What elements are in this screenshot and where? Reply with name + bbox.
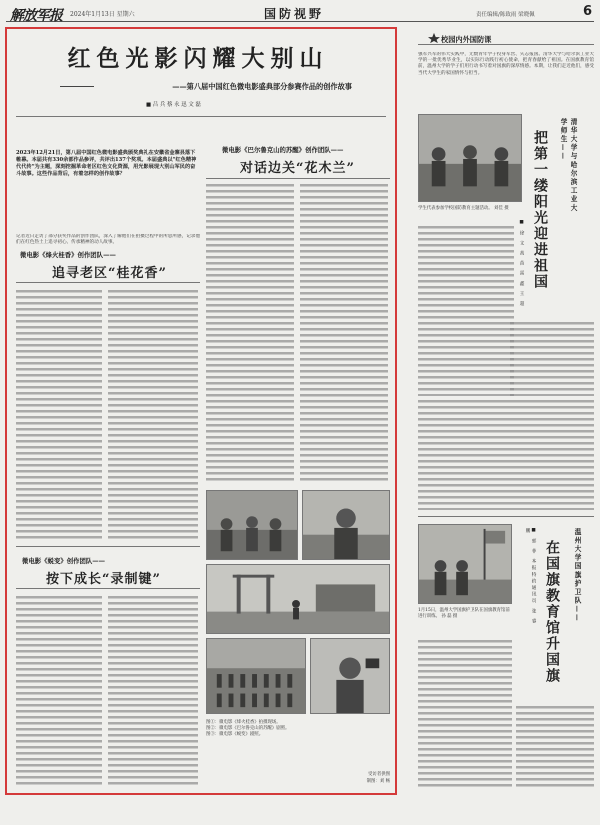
sidebar-divider	[418, 516, 594, 517]
story2-rule	[206, 178, 390, 179]
issue-date: 2024年1月13日 星期六	[70, 11, 135, 18]
sidebar-story1-body-col2	[418, 400, 594, 510]
sidebar-story2-kicker: 温州大学国旗护卫队——	[573, 528, 581, 623]
star-icon	[426, 32, 442, 44]
sidebar-story2-body-col1	[418, 640, 512, 790]
sidebar-story2-byline: ■ 郭 菲 本报特约通讯员 张 睿 鹏	[525, 528, 536, 625]
story1-headline: 追寻老区“桂花香”	[52, 266, 167, 281]
story3-headline: 按下成长“录制键”	[46, 572, 161, 587]
story2-label: 微电影《巴尔鲁克山的苏醒》创作团队——	[222, 146, 344, 154]
sidebar-story2-headline: 在国旗教育馆升国旗	[544, 540, 560, 684]
feature-byline: ■ 吕 兵 蔡 永 迅 文 磊	[146, 102, 201, 108]
feature-lead-rest: 记者近日走访了部分获奖作品的创作团队，深入了解他们在拍摄过程中的所思所感，记录他们在红色热土上追寻初心、传承精神的动人故事。	[16, 234, 200, 246]
photo-source: 受访者供图	[368, 772, 390, 777]
photo-flag-guard	[418, 524, 512, 604]
feature-headline: 红色光影闪耀大别山	[67, 45, 329, 72]
photo-drill-formation	[206, 638, 306, 714]
photo-flag-guard-caption: 1月15日，温州大学国旗护卫队在国旗教育馆前进行训练。 孙 磊 摄	[418, 608, 510, 619]
column-tag: 校园内外国防课	[441, 35, 492, 44]
sidebar-story1-byline: ■ 徐 文 高 苗 雷 鑫 王 超	[519, 220, 524, 308]
page-header	[6, 4, 594, 22]
photo-students-caption: 学生代表参加学校国防教育主题活动。 刘佳 摄	[418, 206, 509, 211]
photo-film-crew	[206, 490, 298, 560]
photo-recording	[310, 638, 390, 714]
story2-headline: 对话边关“花木兰”	[240, 161, 355, 176]
story1-rule	[16, 282, 200, 283]
byline-rule	[16, 116, 386, 117]
story3-label: 微电影《蜕变》创作团队——	[22, 557, 106, 565]
sidebar-intro: 强军兴军的伟大实践中，无数青年学子投身军营、矢志报国。清华大学与哈尔滨工业大学的一批优秀毕业生，以实际行动践行初心使命，把青春献给了祖国。在国旗教育馆前，温州大学的学子们用行动书写着对国旗的深厚情感。本期，让我们走近他们，感受当代大学生的家国情怀与担当。	[418, 52, 594, 76]
sidebar-story1-body-col3	[510, 322, 594, 396]
story1-label: 微电影《烽火桂香》创作团队——	[20, 251, 116, 259]
caption-1: 图①：微电影《烽火桂香》拍摄现场。	[206, 720, 281, 725]
page-editors: 责任编辑/陈致雨 梁晓佩	[476, 12, 535, 18]
photo-film-still-portrait	[302, 490, 390, 560]
subtitle-rule	[60, 86, 94, 87]
caption-3: 图③：微电影《蜕变》剧照。	[206, 732, 264, 737]
story2-body-col2	[300, 184, 388, 484]
story2-body-col1	[206, 184, 294, 484]
photo-captions	[206, 720, 390, 740]
photo-set-scaffolding	[206, 564, 390, 634]
feature-lead: 2023年12月21日，第八届中国红色微电影盛典颁奖典礼在安徽省金寨县落下帷幕。本届共有330余部作品参评，共评出137个奖项。本届盛典以“红色精神代代传”为主题，深刻挖掘革命老区红色文化资源，用光影展现大别山军民的奋斗故事。这些作品背后，有着怎样的创作故事？	[16, 150, 197, 177]
masthead: 解放军报	[10, 8, 62, 24]
sidebar-story1-body-col1	[418, 226, 514, 396]
story3-body-col2	[108, 596, 198, 786]
caption-2: 图②：微电影《巴尔鲁克山的苏醒》剧照。	[206, 726, 290, 731]
story3-body-col1	[16, 596, 102, 786]
story3-top-rule	[16, 546, 200, 547]
feature-subtitle: ——第八届中国红色微电影盛典部分参赛作品的创作故事	[172, 82, 352, 91]
photo-students	[418, 114, 522, 202]
page-number: 6	[582, 4, 592, 19]
sidebar-story2-body-col2	[516, 706, 594, 790]
photo-editor: 制图：刘 畅	[366, 779, 390, 784]
story1-body-col2	[108, 290, 198, 540]
sidebar-story1-headline: 把第一缕阳光迎进祖国	[532, 130, 548, 290]
sidebar-story1-kicker: 清华大学与哈尔滨工业大学师生——	[559, 118, 577, 213]
section-title: 国防视野	[264, 7, 325, 21]
story1-body-col1	[16, 290, 102, 540]
story3-rule	[16, 588, 200, 589]
